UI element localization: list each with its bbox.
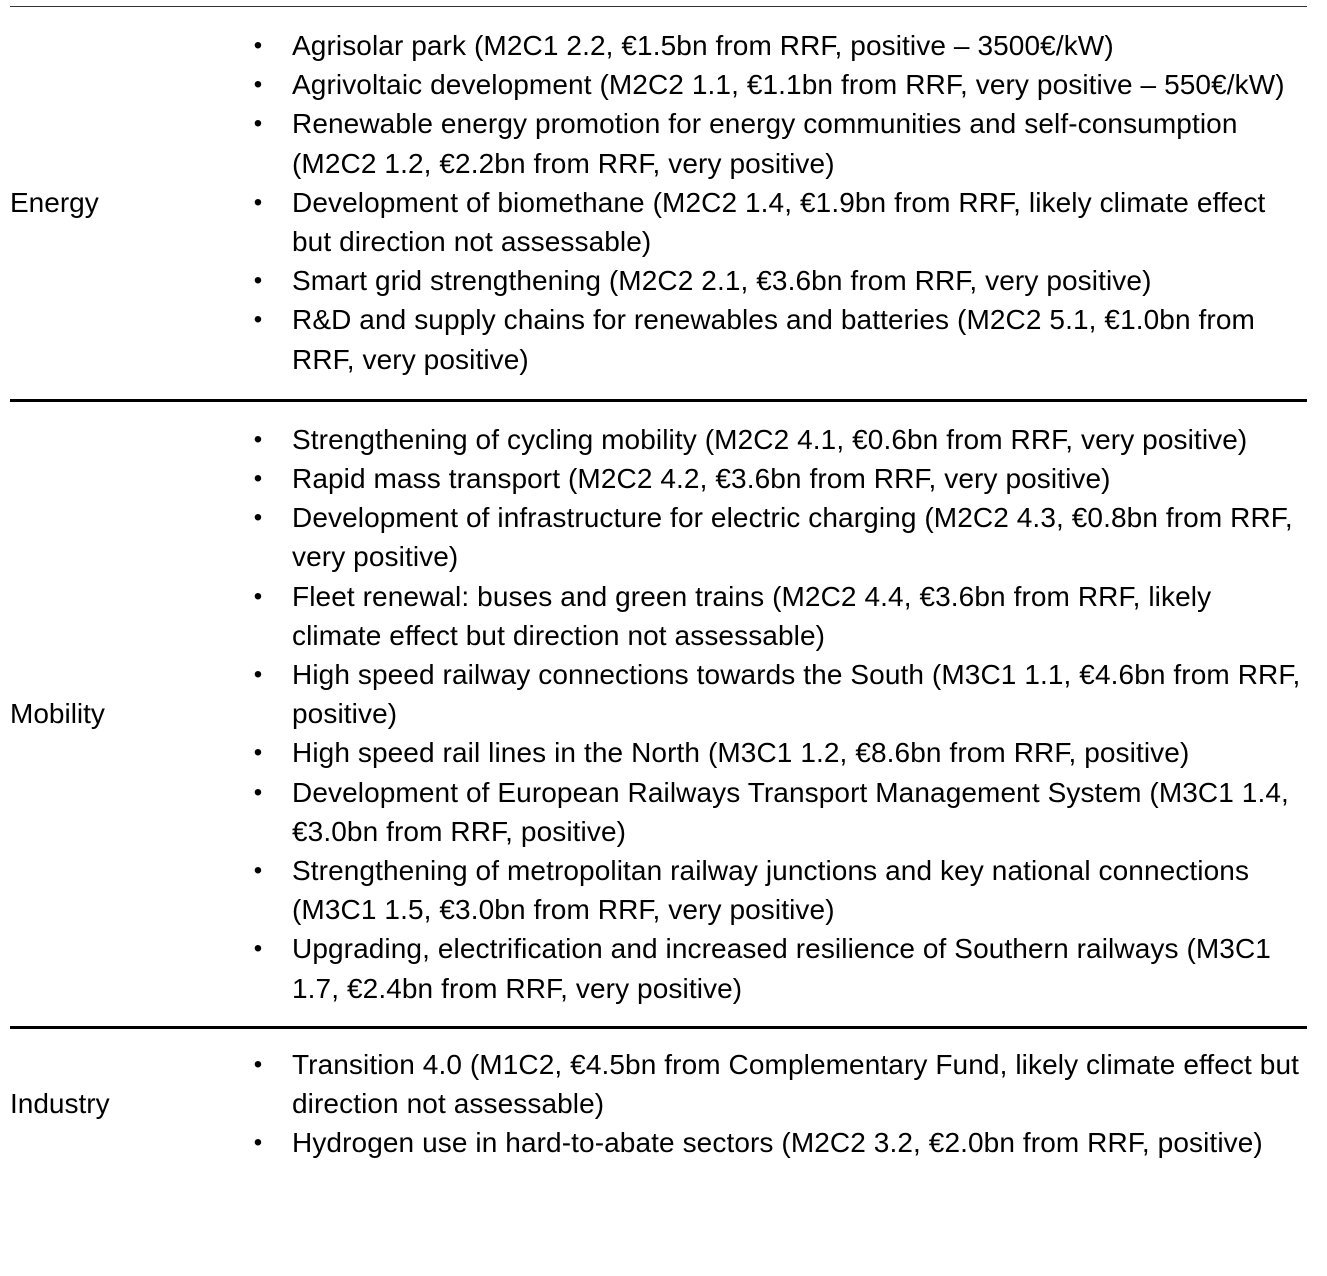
measures-table xyxy=(10,0,1307,1172)
measure-text: High speed railway connections towards the South (M3C1 1.1, €4.6bn from RRF, positive) xyxy=(292,659,1301,730)
bullet-icon: • xyxy=(253,935,263,963)
bullet-icon: • xyxy=(253,425,263,453)
bullet-icon: • xyxy=(253,267,263,295)
measure-text: Transition 4.0 (M1C2, €4.5bn from Complementary Fund, likely climate effect but direction not assessable) xyxy=(292,1048,1299,1120)
bullet-icon: • xyxy=(253,71,263,99)
category-label: Industry xyxy=(10,1088,110,1120)
measure-text: Agrisolar park (M2C1 2.2, €1.5bn from RRF, positive – 3500€/kW) xyxy=(292,30,1114,61)
list-item xyxy=(246,733,1307,772)
measure-list xyxy=(246,1045,1307,1163)
list-item xyxy=(246,420,1307,459)
list-item xyxy=(246,929,1307,1007)
list-item xyxy=(246,104,1307,182)
bullet-icon: • xyxy=(253,739,263,767)
bullet-icon: • xyxy=(253,1050,263,1078)
measure-text: Smart grid strengthening (M2C2 2.1, €3.6bn from RRF, very positive) xyxy=(292,265,1152,297)
measure-text: Upgrading, electrification and increased resilience of Southern railways (M3C1 1.7, €2.4bn from RRF, very positive) xyxy=(292,933,1271,1004)
bullet-icon: • xyxy=(253,857,263,885)
list-item xyxy=(246,1045,1307,1123)
category-label: Energy xyxy=(10,186,99,218)
list-item xyxy=(246,851,1307,929)
bullet-icon: • xyxy=(253,306,263,334)
list-item xyxy=(246,773,1307,851)
list-item xyxy=(246,459,1307,498)
table-row-mobility xyxy=(10,402,1307,1026)
bullet-icon: • xyxy=(253,661,263,689)
list-item xyxy=(246,577,1307,655)
measure-text: R&D and supply chains for renewables and batteries (M2C2 5.1, €1.0bn from RRF, very positive) xyxy=(292,304,1255,375)
measure-text: Agrivoltaic development (M2C2 1.1, €1.1bn from RRF, very positive – 550€/kW) xyxy=(292,69,1285,101)
list-item xyxy=(246,26,1307,65)
bullet-icon: • xyxy=(253,110,263,138)
measure-list xyxy=(246,420,1307,1008)
bullet-icon: • xyxy=(253,778,263,806)
measure-list xyxy=(246,26,1307,379)
bullet-icon: • xyxy=(253,465,263,493)
list-item xyxy=(246,1123,1307,1162)
bullet-icon: • xyxy=(253,1129,263,1157)
measure-text: Development of infrastructure for electric charging (M2C2 4.3, €0.8bn from RRF, very positive) xyxy=(292,502,1293,573)
measure-text: Development of biomethane (M2C2 1.4, €1.9bn from RRF, likely climate effect but direction not assessable) xyxy=(292,186,1266,258)
table-row-industry xyxy=(10,1029,1307,1173)
measure-text: High speed rail lines in the North (M3C1 1.2, €8.6bn from RRF, positive) xyxy=(292,737,1190,769)
list-item xyxy=(246,261,1307,300)
list-item xyxy=(246,655,1307,733)
measure-text: Strengthening of cycling mobility (M2C2 4.1, €0.6bn from RRF, very positive) xyxy=(292,423,1248,455)
category-label: Mobility xyxy=(10,698,105,730)
measure-text: Rapid mass transport (M2C2 4.2, €3.6bn from RRF, very positive) xyxy=(292,463,1111,495)
bullet-icon: • xyxy=(253,582,263,610)
table-row-energy xyxy=(10,7,1307,399)
list-item xyxy=(246,183,1307,261)
measure-text: Hydrogen use in hard-to-abate sectors (M2C2 3.2, €2.0bn from RRF, positive) xyxy=(292,1127,1263,1159)
measure-text: Renewable energy promotion for energy communities and self-consumption (M2C2 1.2, €2.2bn from RRF, very positive) xyxy=(292,108,1238,179)
list-item xyxy=(246,498,1307,576)
measure-text: Fleet renewal: buses and green trains (M2C2 4.4, €3.6bn from RRF, likely climate effect but direction not assessable) xyxy=(292,580,1212,651)
bullet-icon: • xyxy=(253,504,263,532)
measure-text: Strengthening of metropolitan railway junctions and key national connections (M3C1 1.5, €3.0bn from RRF, very positive) xyxy=(292,855,1250,926)
measure-text: Development of European Railways Transport Management System (M3C1 1.4, €3.0bn from RRF, positive) xyxy=(292,776,1289,847)
bullet-icon: • xyxy=(253,188,263,216)
list-item xyxy=(246,65,1307,104)
list-item xyxy=(246,300,1307,378)
bullet-icon: • xyxy=(253,32,263,59)
